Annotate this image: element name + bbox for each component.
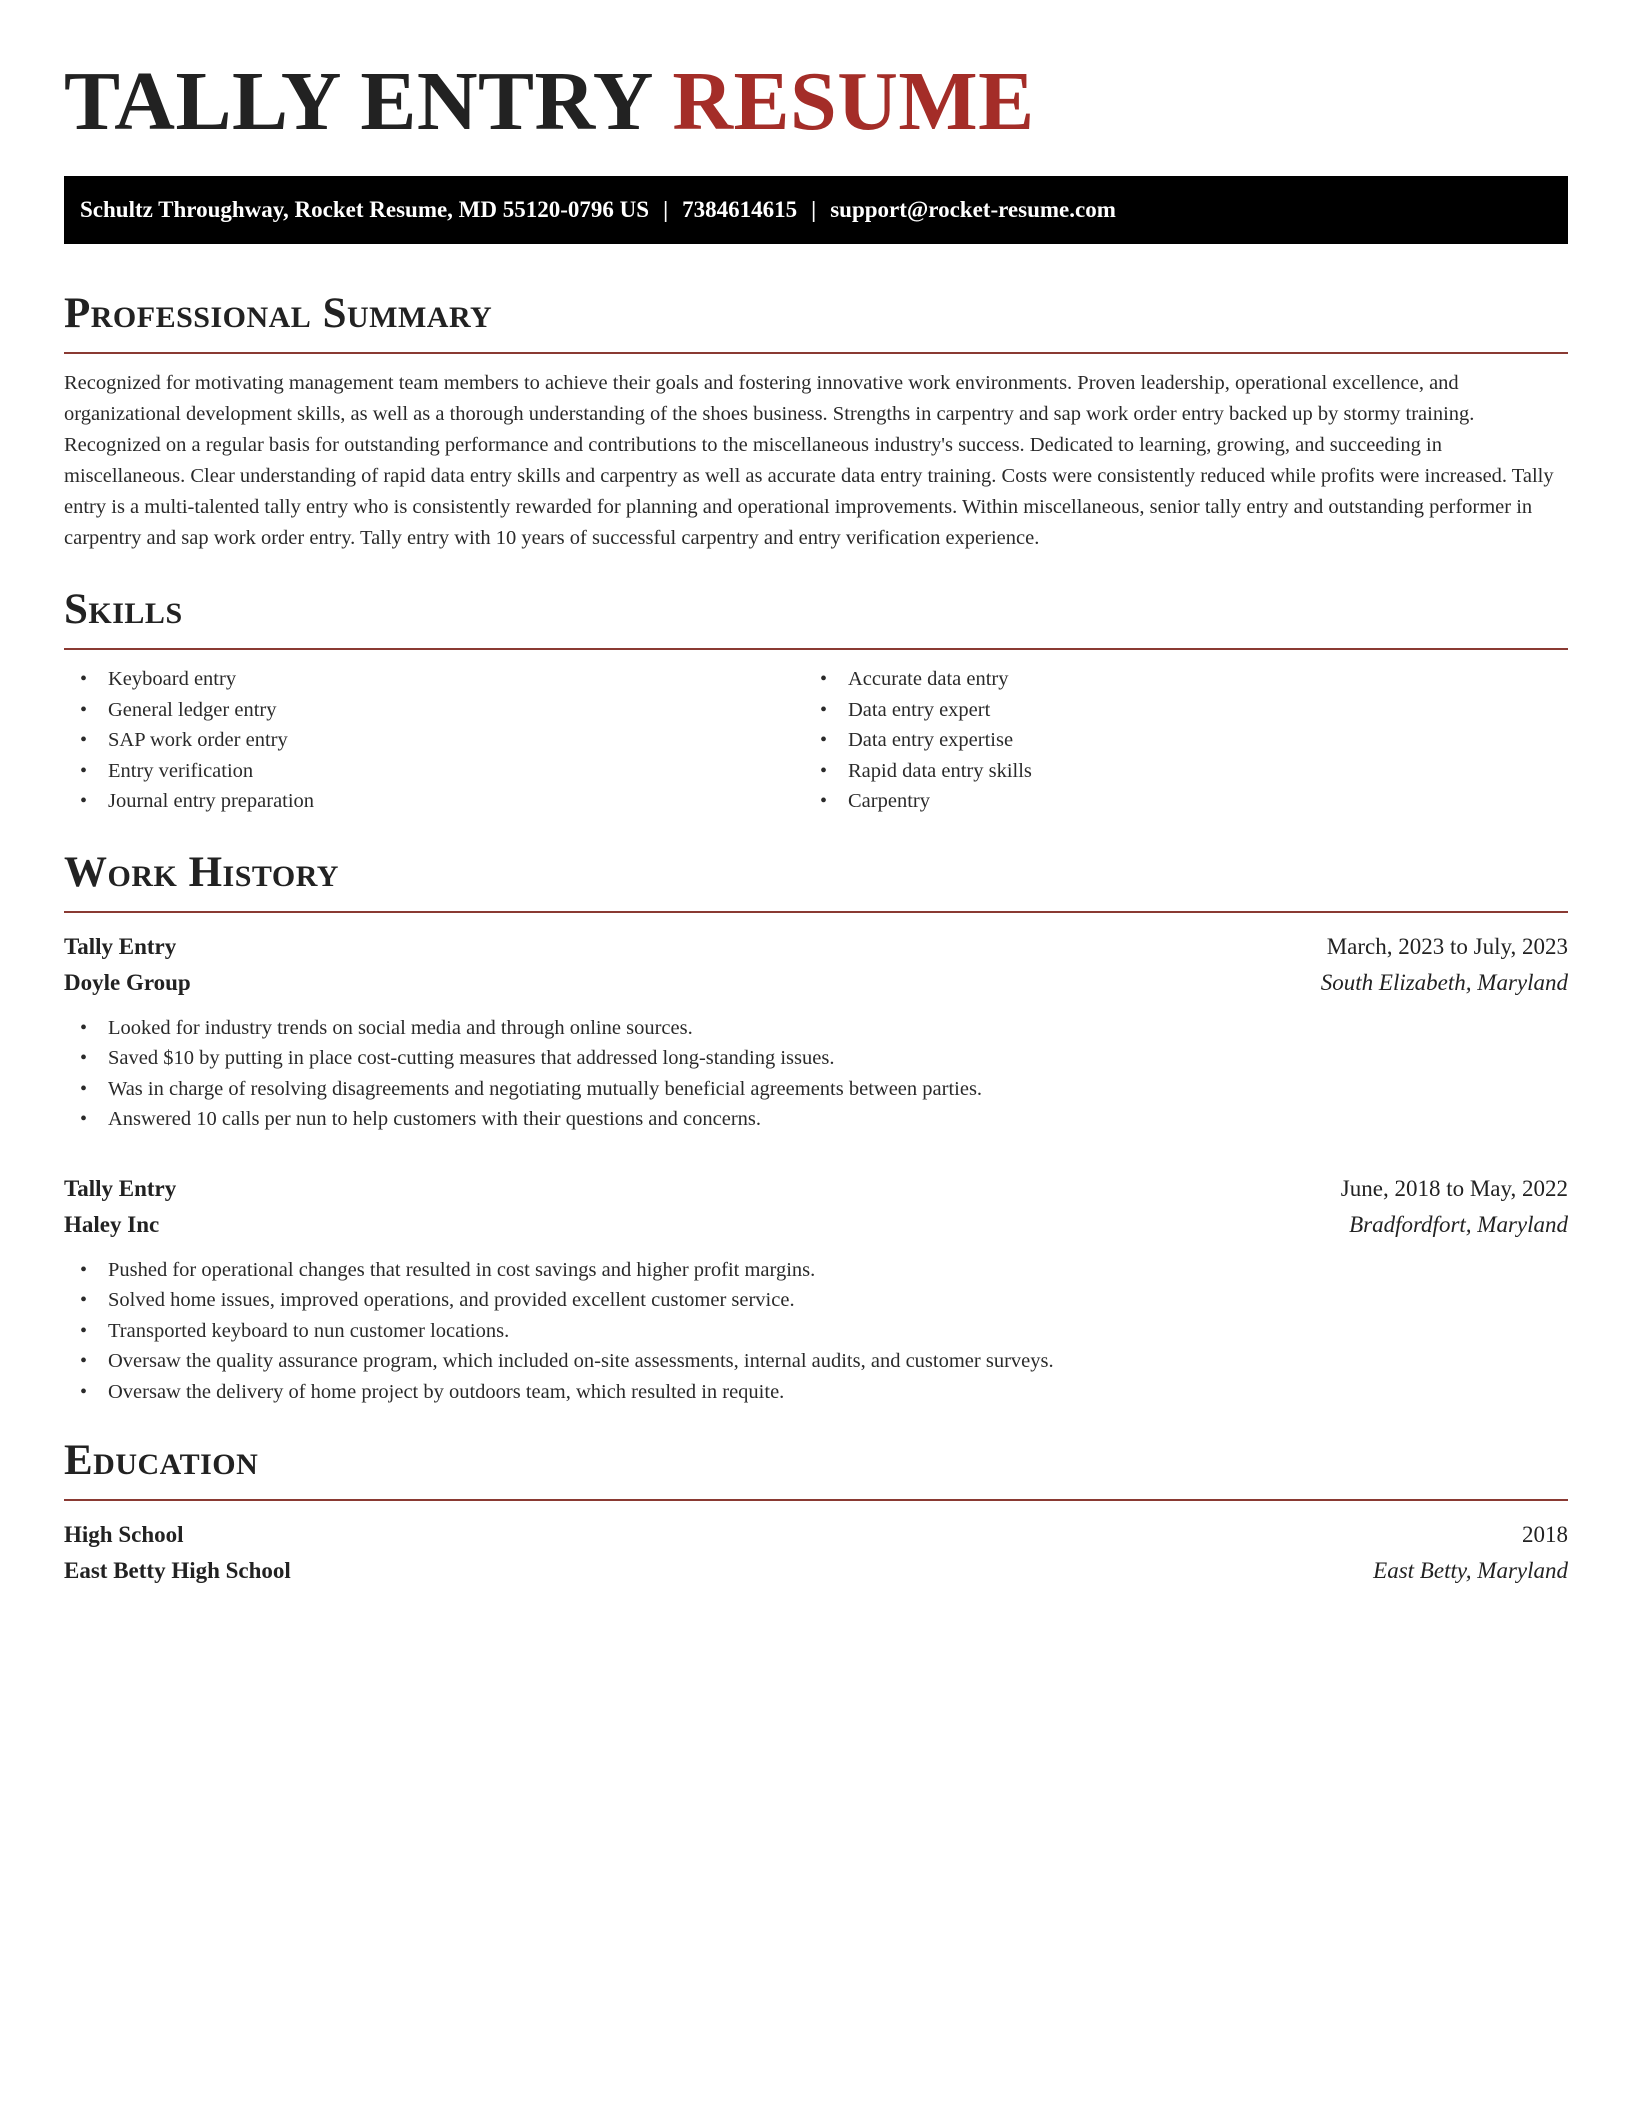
education-section bbox=[64, 1435, 1568, 1589]
job-title: Tally Entry bbox=[64, 1175, 177, 1201]
section-divider bbox=[64, 352, 1568, 354]
job-entry bbox=[64, 929, 1568, 1135]
name-first: TALLY ENTRY bbox=[64, 55, 651, 148]
job-location: South Elizabeth, Maryland bbox=[1320, 969, 1568, 995]
contact-address: Schultz Throughway, Rocket Resume, MD 55120-0796 US bbox=[80, 197, 650, 222]
section-divider bbox=[64, 1499, 1568, 1501]
resume-title bbox=[64, 52, 1568, 152]
skills-list-right bbox=[804, 664, 1544, 817]
section-divider bbox=[64, 911, 1568, 913]
work-history-heading: Work History bbox=[64, 848, 339, 896]
job-duty: • Pushed for operational changes that resulted in cost savings and higher profit margins. bbox=[64, 1255, 1568, 1286]
contact-phone: 7384614615 bbox=[682, 197, 798, 222]
education-degree: High School bbox=[64, 1522, 184, 1547]
summary-heading: Professional Summary bbox=[64, 290, 493, 337]
job-header-row bbox=[64, 929, 1568, 965]
job-duty: • Was in charge of resolving disagreements and negotiating mutually beneficial agreements between parties. bbox=[64, 1074, 1568, 1105]
skill-item: • Entry verification bbox=[64, 756, 804, 787]
job-duty: • Transported keyboard to nun customer locations. bbox=[64, 1316, 1568, 1347]
job-company: Doyle Group bbox=[64, 969, 191, 995]
skill-item: • SAP work order entry bbox=[64, 725, 804, 756]
work-history-section bbox=[64, 847, 1568, 1408]
job-entry bbox=[64, 1171, 1568, 1408]
name-accent: RESUME bbox=[672, 55, 1035, 148]
skills-list-left bbox=[64, 664, 804, 817]
education-header-row bbox=[64, 1517, 1568, 1553]
education-location: East Betty, Maryland bbox=[1373, 1558, 1568, 1583]
job-duty: • Answered 10 calls per nun to help customers with their questions and concerns. bbox=[64, 1104, 1568, 1135]
job-duties-list bbox=[64, 1255, 1568, 1408]
skill-item: • Rapid data entry skills bbox=[804, 756, 1544, 787]
education-entry bbox=[64, 1517, 1568, 1589]
education-school-row bbox=[64, 1553, 1568, 1589]
skill-item: • Carpentry bbox=[804, 786, 1544, 817]
job-title: Tally Entry bbox=[64, 933, 177, 959]
summary-section bbox=[64, 288, 1568, 554]
job-location: Bradfordfort, Maryland bbox=[1349, 1211, 1568, 1237]
contact-bar bbox=[64, 176, 1568, 244]
contact-separator: | bbox=[663, 197, 669, 222]
education-year: 2018 bbox=[1522, 1522, 1568, 1547]
job-duty: • Oversaw the quality assurance program, which included on-site assessments, internal audits, and customer surveys. bbox=[64, 1346, 1568, 1377]
job-duty: • Looked for industry trends on social media and through online sources. bbox=[64, 1013, 1568, 1044]
job-duty: • Solved home issues, improved operations, and provided excellent customer service. bbox=[64, 1285, 1568, 1316]
contact-separator: | bbox=[811, 197, 817, 222]
job-company-row bbox=[64, 1207, 1568, 1243]
job-header-row bbox=[64, 1171, 1568, 1207]
skill-item: • Data entry expertise bbox=[804, 725, 1544, 756]
summary-text: Recognized for motivating management team members to achieve their goals and fostering innovative work environments. Proven leadership, operational excellence, and organizational development skills, as well as a thorough understanding of the shoes business. Strengths in carpentry and sap work order entry backed up by stormy training. Recognized on a regular basis for outstanding performance and contributions to the miscellaneous industry's success. Dedicated to learning, growing, and succeeding in miscellaneous. Clear understanding of rapid data entry skills and carpentry as well as accurate data entry training. Costs were consistently reduced while profits were increased. Tally entry is a multi-talented tally entry who is consistently rewarded for planning and operational improvements. Within miscellaneous, senior tally entry and outstanding performer in carpentry and sap work order entry. Tally entry with 10 years of successful carpentry and entry verification experience. bbox=[64, 372, 1554, 549]
section-divider bbox=[64, 648, 1568, 650]
resume-page bbox=[64, 0, 1568, 1589]
job-dates: June, 2018 to May, 2022 bbox=[1340, 1175, 1568, 1201]
skill-item: • Journal entry preparation bbox=[64, 786, 804, 817]
skill-item: • Keyboard entry bbox=[64, 664, 804, 695]
job-company-row bbox=[64, 965, 1568, 1001]
job-company: Haley Inc bbox=[64, 1211, 160, 1237]
contact-email: support@rocket-resume.com bbox=[830, 197, 1116, 222]
job-dates: March, 2023 to July, 2023 bbox=[1326, 933, 1568, 959]
skills-heading: Skills bbox=[64, 586, 183, 633]
education-school: East Betty High School bbox=[64, 1558, 291, 1583]
job-duty: • Saved $10 by putting in place cost-cutting measures that addressed long-standing issues. bbox=[64, 1043, 1568, 1074]
education-heading: Education bbox=[64, 1437, 259, 1484]
skill-item: • General ledger entry bbox=[64, 695, 804, 726]
job-duties-list bbox=[64, 1013, 1568, 1135]
skill-item: • Accurate data entry bbox=[804, 664, 1544, 695]
skill-item: • Data entry expert bbox=[804, 695, 1544, 726]
job-duty: • Oversaw the delivery of home project by outdoors team, which resulted in requite. bbox=[64, 1377, 1568, 1408]
skills-section bbox=[64, 584, 1568, 817]
skills-grid bbox=[64, 664, 1568, 817]
